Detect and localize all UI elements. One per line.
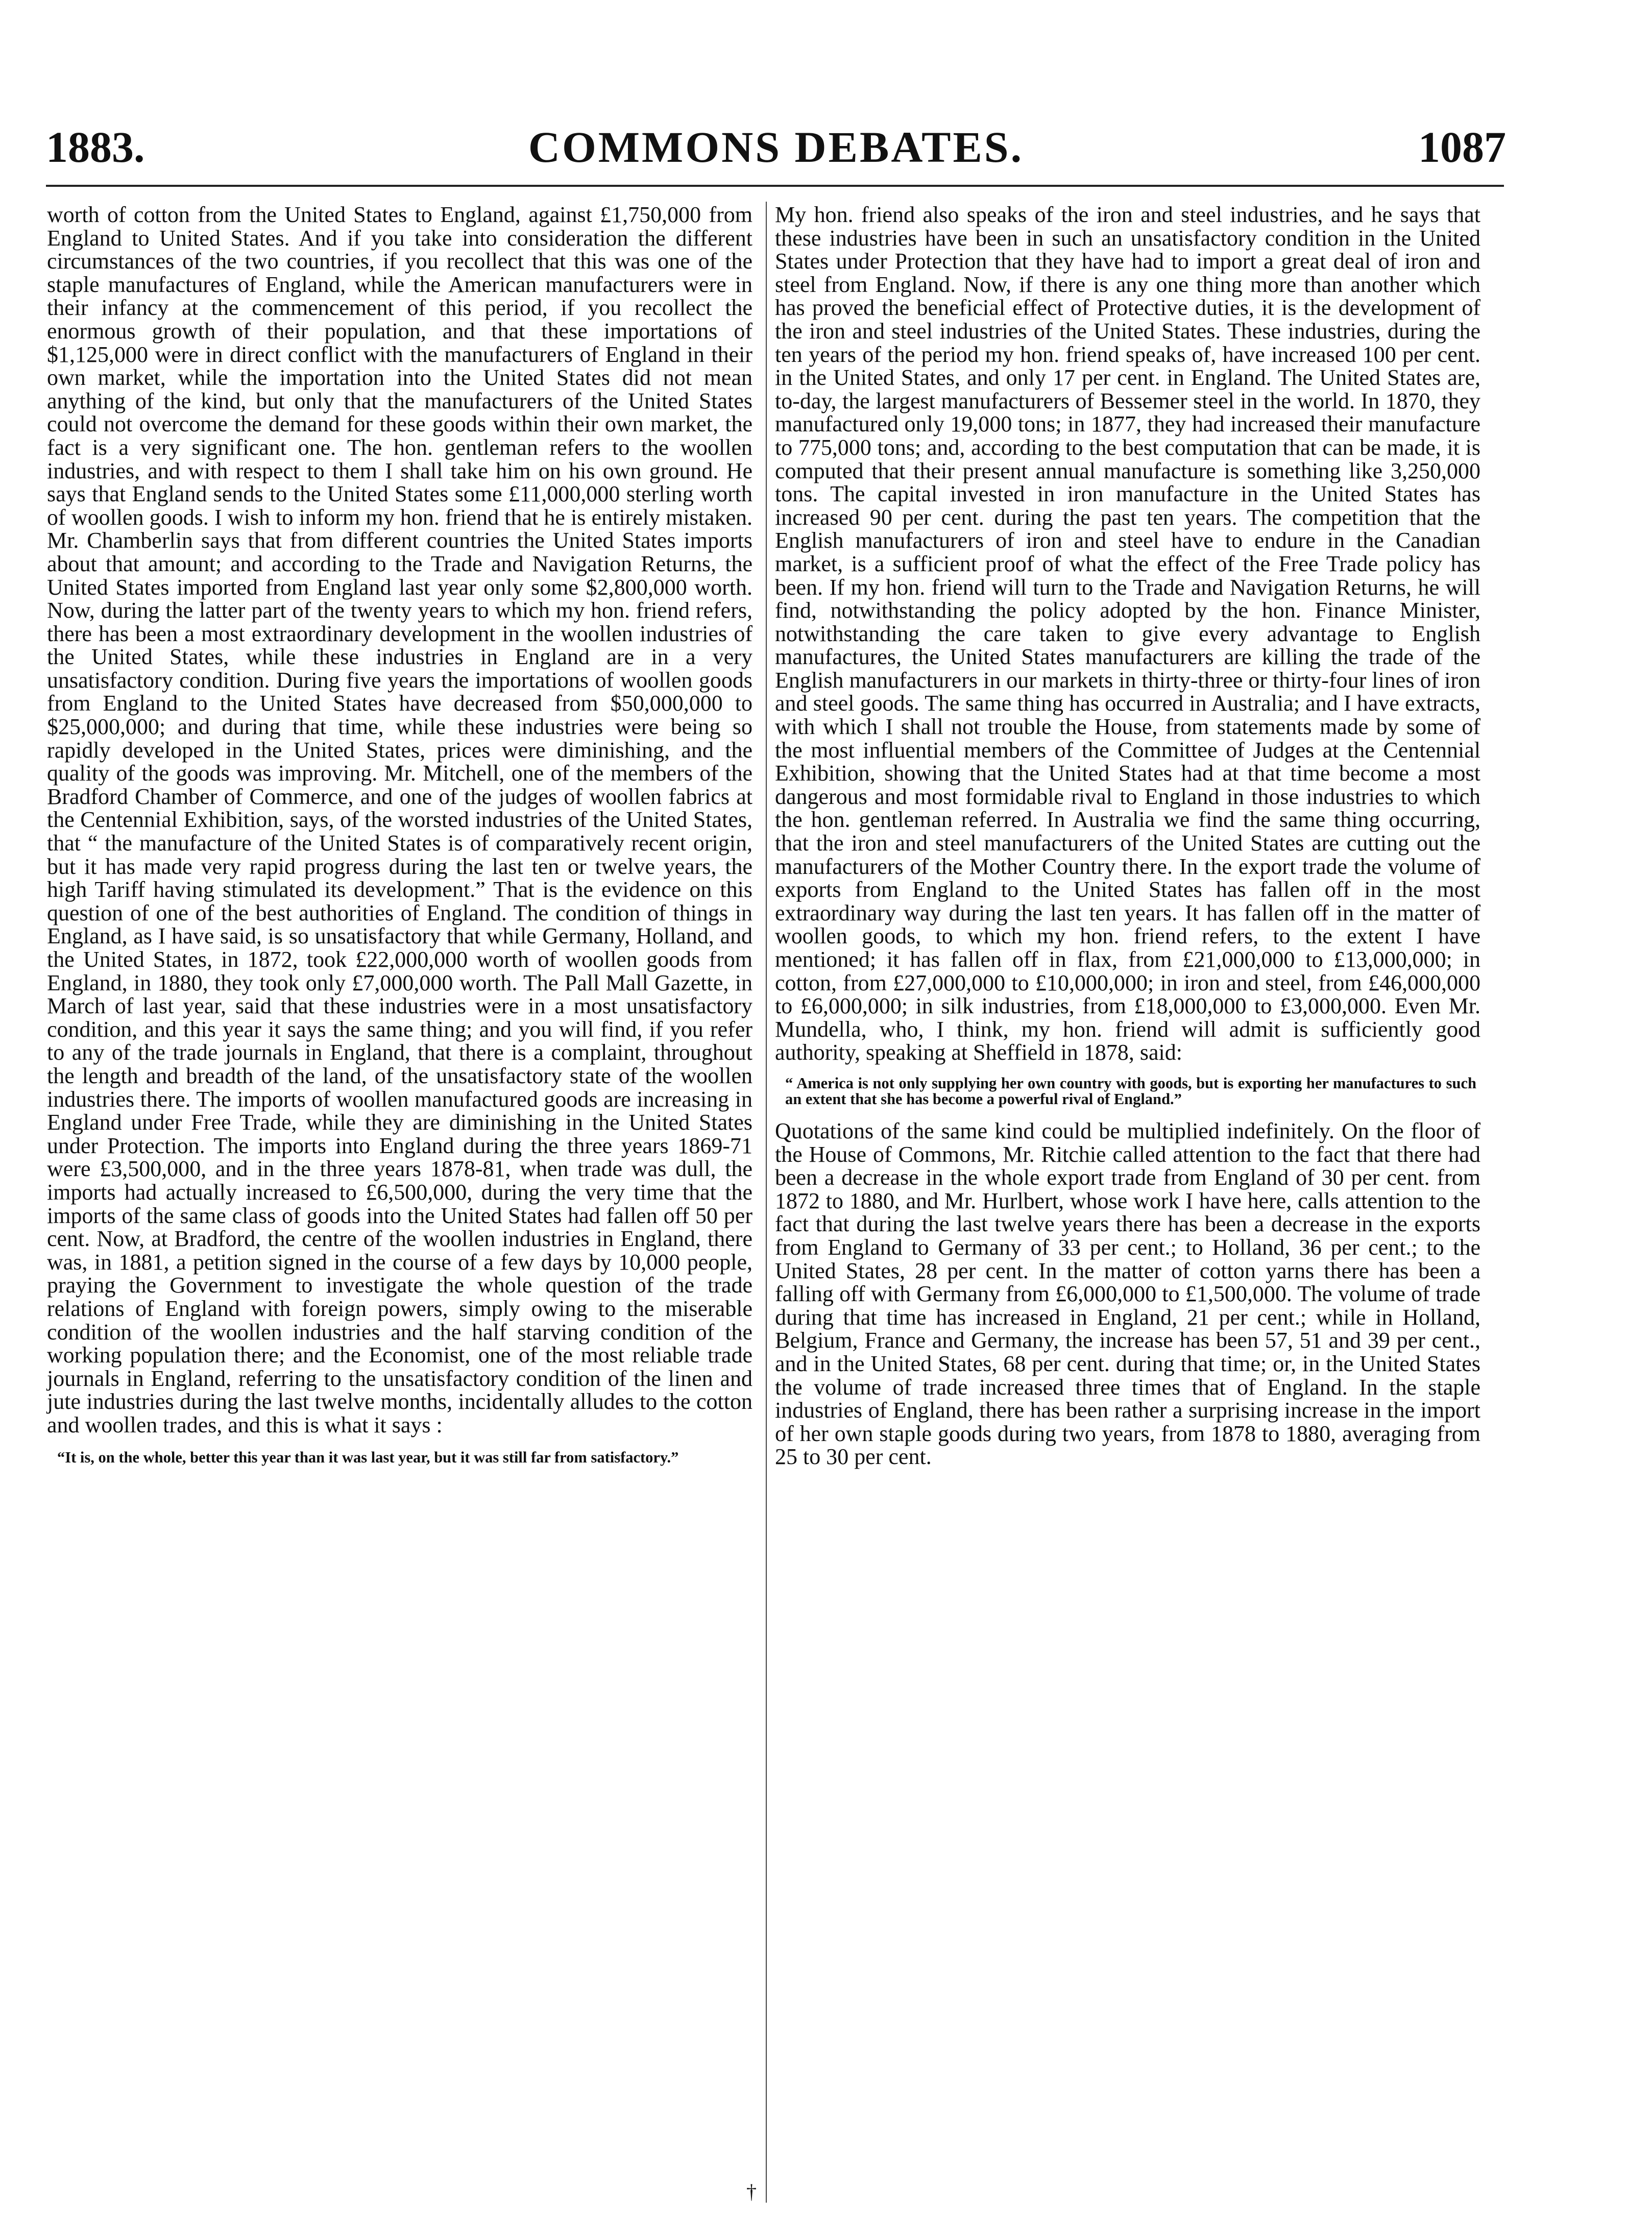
right-paragraph-2: Quotations of the same kind could be multiplied indefinitely. On the floor of the House of Commons, Mr. Ritchie called attention to the fact that there had been a decrease in the whole export trade from England of 30 per cent. from 1872 to 1880, and Mr. Hurlbert, whose work I have here, calls attention to the fact that during the last twelve years there has been a decrease in the exports from England to Germany of 33 per cent.; to Holland, 36 per cent.; to the United States, 28 per cent. In the matter of cotton yarns there has been a falling off with Germany from £6,000,000 to £1,500,000. The volume of trade during that time has increased in England, 21 per cent.; while in Holland, Belgium, France and Germany, the increase has been 57, 51 and 39 per cent., and in the United States, 68 per cent. during that time; or, in the United States the volume of trade increased three times that of England. In the staple industries of England, there has been rather a surprising increase in the import of her own staple goods during two years, from 1878 to 1880, averaging from 25 to 30 per cent. bbox=[775, 1118, 1480, 1470]
left-paragraph: worth of cotton from the United States to England, against £1,750,000 from England to United States. And if you take into consideration the different circumstances of the two countries, if you recollect that this was one of the staple manufactures of England, while the American manufacturers were in their infancy at the commencement of this period, if you recollect the enormous growth of their population, and that these importations of $1,125,000 were in direct conflict with the manufacturers of England in their own market, while the importation into the United States did not mean anything of the kind, but only that the manufacturers of the United States could not overcome the demand for these goods within their own market, the fact is a very significant one. The hon. gentleman refers to the woollen industries, and with respect to them I shall take him on his own ground. He says that England sends to the United States some £11,000,000 sterling worth of woollen goods. I wish to inform my hon. friend that he is entirely mistaken. Mr. Chamberlin says that from different countries the United States imports about that amount; and according to the Trade and Navigation Returns, the United States imported from England last year only some $2,800,000 worth. Now, during the latter part of the twenty years to which my hon. friend refers, there has been a most extraordinary development in the woollen industries of the United States, while these industries in England are in a very unsatisfactory condition. During five years the importations of woollen goods from England to the United States have decreased from $50,000,000 to $25,000,000; and during that time, while these industries were being so rapidly developed in the United States, prices were diminishing, and the quality of the goods was improving. Mr. Mitchell, one of the members of the Bradford Chamber of Commerce, and one of the judges of woollen fabrics at the Centennial Exhibition, says, of the worsted industries of the United States, that “ the manufacture of the United States is of comparatively recent origin, but it has made very rapid progress during the last ten or twelve years, the high Tariff having stimulated its development.” That is the evidence on this question of one of the best authorities of England. The condition of things in England, as I have said, is so unsatisfactory that while Germany, Holland, and the United States, in 1872, took £22,000,000 worth of woollen goods from England, in 1880, they took only £7,000,000 worth. The Pall Mall Gazette, in March of last year, said that these industries were in a most unsatisfactory condition, and this year it says the same thing; and you will find, if you refer to any of the trade journals in England, that there is a complaint, throughout the length and breadth of the land, of the unsatisfactory state of the woollen industries there. The imports of woollen manufactured goods are increasing in England under Free Trade, while they are diminishing in the United States under Protection. The imports into England during the three years 1869-71 were £3,500,000, and in the three years 1878-81, when trade was dull, the imports had actually increased to £6,500,000, during the very time that the imports of the same class of goods into the United States had fallen off 50 per cent. Now, at Bradford, the centre of the woollen industries in England, there was, in 1881, a petition signed in the course of a few days by 10,000 people, praying the Government to investigate the whole question of the trade relations of England with foreign powers, simply owing to the miserable condition of the woollen industries and the half starving condition of the working population there; and the Economist, one of the most reliable trade journals in England, referring to the unsatisfactory condition of the linen and jute industries during the last twelve months, incidentally alludes to the cotton and woollen trades, and this is what it says : bbox=[47, 202, 752, 1437]
column-divider bbox=[766, 202, 767, 2203]
dagger-ornament: † bbox=[746, 2180, 757, 2203]
right-quote: “ America is not only supplying her own country with goods, but is exporting her manufactures to such an extent that she has become a powerful rival of England.” bbox=[785, 1074, 1476, 1108]
left-quote: “It is, on the whole, better this year than it was last year, but it was still far from satisfactory.” bbox=[57, 1449, 679, 1467]
header-rule bbox=[46, 185, 1504, 187]
header-year: 1883. bbox=[46, 123, 145, 172]
left-column bbox=[47, 203, 752, 1466]
right-column bbox=[775, 203, 1480, 1469]
right-paragraph-1: My hon. friend also speaks of the iron and steel industries, and he says that these industries have been in such an unsatisfactory condition in the United States under Protection that they have had to import a great deal of iron and steel from England. Now, if there is any one thing more than another which has proved the beneficial effect of Protective duties, it is the development of the iron and steel industries of the United States. These industries, during the ten years of the period my hon. friend speaks of, have increased 100 per cent. in the United States, and only 17 per cent. in England. The United States are, to-day, the largest manufacturers of Bessemer steel in the world. In 1870, they manufactured only 19,000 tons; in 1877, they had increased their manufacture to 775,000 tons; and, according to the best computation that can be made, it is computed that their present annual manufacture is something like 3,250,000 tons. The capital invested in iron manufacture in the United States has increased 90 per cent. during the past ten years. The competition that the English manufacturers of iron and steel have to endure in the Canadian market, is a sufficient proof of what the effect of the Free Trade policy has been. If my hon. friend will turn to the Trade and Navigation Returns, he will find, notwithstanding the policy adopted by the hon. Finance Minister, notwithstanding the care taken to give every advantage to English manufactures, the United States manufacturers are killing the trade of the English manufacturers in our markets in thirty-three or thirty-four lines of iron and steel goods. The same thing has occurred in Australia; and I have extracts, with which I shall not trouble the House, from statements made by some of the most influential members of the Committee of Judges at the Centennial Exhibition, showing that the United States had at that time become a most dangerous and most formidable rival to England in those industries to which the hon. gentleman referred. In Australia we find the same thing occurring, that the iron and steel manufacturers of the United States are cutting out the manufacturers of the Mother Country there. In the export trade the volume of exports from England to the United States has fallen off in the most extraordinary way during the last ten years. It has fallen off in the matter of woollen goods, to which my hon. friend refers, to the extent I have mentioned; it has fallen off in flax, from £21,000,000 to £13,000,000; in cotton, from £27,000,000 to £10,000,000; in iron and steel, from £46,000,000 to £6,000,000; in silk industries, from £18,000,000 to £3,000,000. Even Mr. Mundella, who, I think, my hon. friend will admit is sufficiently good authority, speaking at Sheffield in 1878, said: bbox=[775, 202, 1480, 1065]
publication-title: COMMONS DEBATES. bbox=[528, 123, 1024, 172]
page-header bbox=[46, 121, 1506, 178]
page-number: 1087 bbox=[1418, 123, 1506, 172]
